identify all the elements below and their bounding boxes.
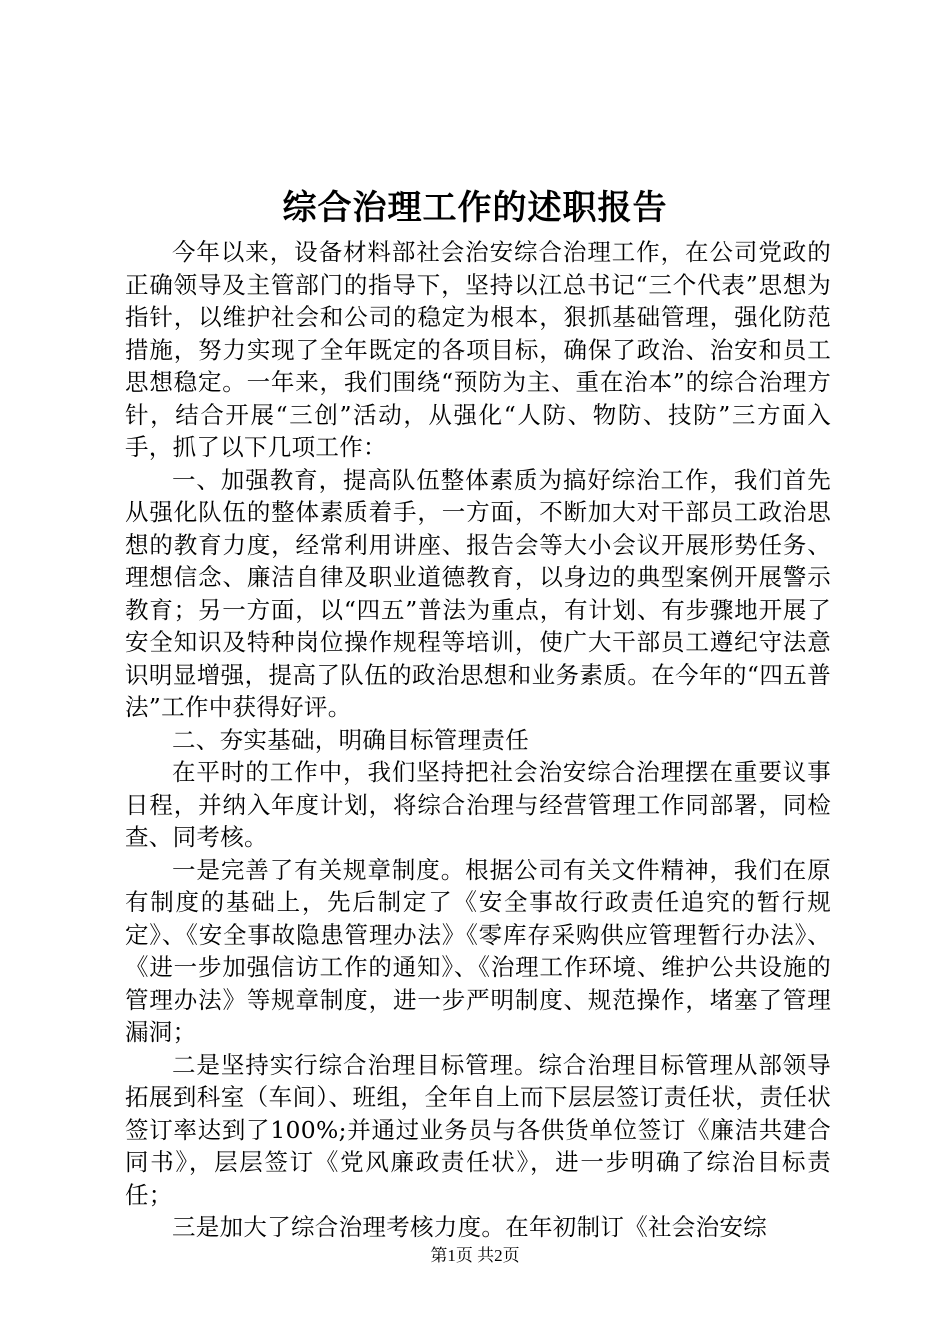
paragraph: 在平时的工作中，我们坚持把社会治安综合治理摆在重要议事日程，并纳入年度计划，将综合治理与经营管理工作同部署，同检查、同考核。: [125, 758, 831, 851]
section-heading: 二、夯实基础，明确目标管理责任: [172, 725, 529, 754]
document-body: [125, 236, 831, 1244]
paragraph: 一、加强教育，提高队伍整体素质为搞好综治工作，我们首先从强化队伍的整体素质着手，一方面，不断加大对干部员工政治思想的教育力度，经常利用讲座、报告会等大小会议开展形势任务、理想信念、廉洁自律及职业道德教育，以身边的典型案例开展警示教育；另一方面，以“四五”普法为重点，有计划、有步骤地开展了安全知识及特种岗位操作规程等培训，使广大干部员工遵纪守法意识明显增强，提高了队伍的政治思想和业务素质。在今年的“四五普法”工作中获得好评。: [125, 465, 831, 721]
page-title: 综合治理工作的述职报告: [282, 188, 668, 228]
paragraph: 三是加大了综合治理考核力度。在年初制订《社会治安综: [172, 1213, 767, 1241]
paragraph: 今年以来，设备材料部社会治安综合治理工作，在公司党政的正确领导及主管部门的指导下，坚持以江总书记“三个代表”思想为指针，以维护社会和公司的稳定为根本，狠抓基础管理，强化防范措施，努力实现了全年既定的各项目标，确保了政治、治安和员工思想稳定。一年来，我们围绕“预防为主、重在治本”的综合治理方针，结合开展“三创”活动，从强化“人防、物防、技防”三方面入手，抓了以下几项工作：: [125, 238, 831, 461]
page-footer: 第1页 共2页: [430, 1246, 520, 1265]
paragraph: 一是完善了有关规章制度。根据公司有关文件精神，我们在原有制度的基础上，先后制定了《安全事故行政责任追究的暂行规定》、《安全事故隐患管理办法》《零库存采购供应管理暂行办法》、《进一步加强信访工作的通知》、《治理工作环境、维护公共设施的管理办法》等规章制度，进一步严明制度、规范操作，堵塞了管理漏洞；: [125, 855, 831, 1046]
paragraph: 二是坚持实行综合治理目标管理。综合治理目标管理从部领导拓展到科室（车间）、班组，全年自上而下层层签订责任状，责任状签订率达到了100%;并通过业务员与各供货单位签订《廉洁共建合同书》，层层签订《党风廉政责任状》，进一步明确了综治目标责任；: [125, 1050, 831, 1209]
